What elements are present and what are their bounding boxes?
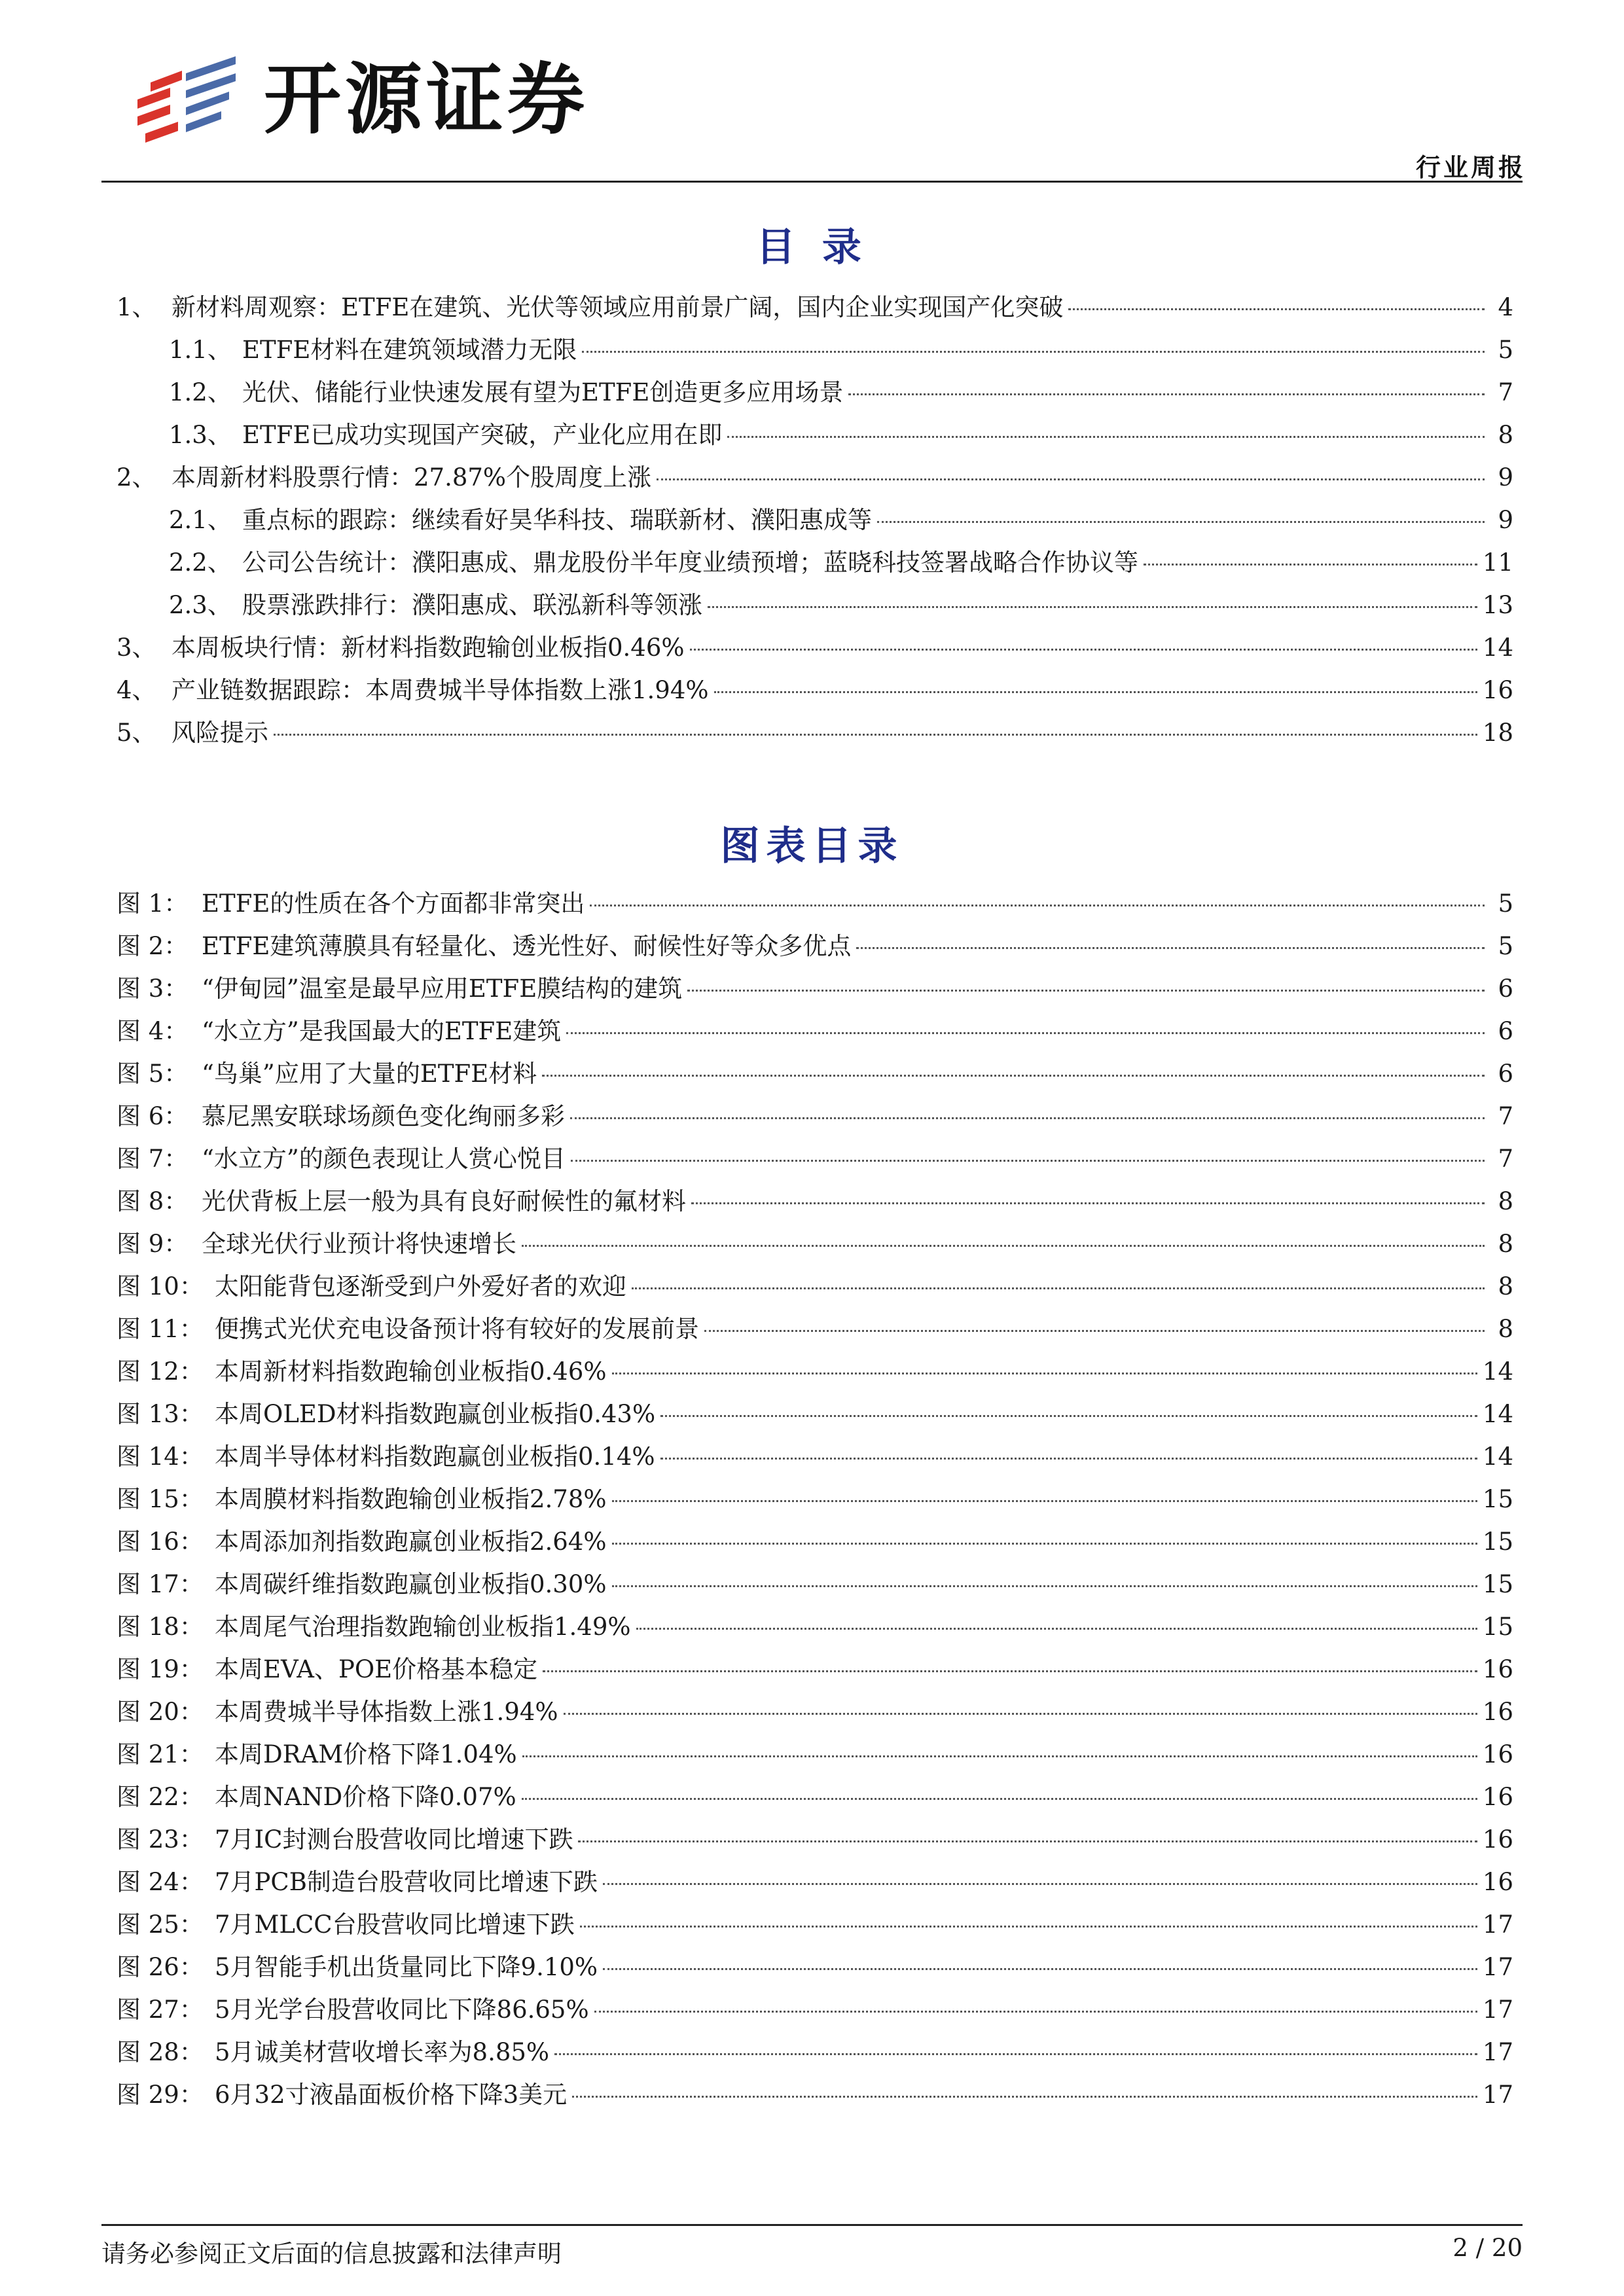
entry-title: ETFE建筑薄膜具有轻量化、透光性好、耐候性好等众多优点 [202, 932, 852, 960]
dot-leader [542, 1075, 1485, 1077]
entry-page-number: 14 [1482, 634, 1513, 662]
dot-leader [612, 1585, 1477, 1587]
figure-entry[interactable] [117, 1605, 1513, 1648]
entry-page-number: 16 [1482, 676, 1513, 704]
page-header [0, 0, 1624, 187]
toc-entry[interactable] [117, 626, 1513, 669]
dot-leader [580, 1926, 1477, 1928]
dot-leader [714, 691, 1477, 693]
dot-leader [657, 478, 1485, 480]
entry-number: 图 21： [117, 1740, 204, 1768]
entry-title: 产业链数据跟踪：本周费城半导体指数上涨1.94% [171, 676, 709, 704]
figure-entry[interactable] [117, 1435, 1513, 1478]
dot-leader [522, 1755, 1477, 1757]
entry-number: 图 11： [117, 1315, 204, 1343]
figure-entry[interactable] [117, 1223, 1513, 1265]
entry-number: 图 13： [117, 1400, 204, 1428]
entry-number: 图 25： [117, 1910, 204, 1939]
entry-page-number: 8 [1498, 1230, 1513, 1258]
dot-leader [848, 393, 1485, 395]
entry-number: 图 20： [117, 1698, 204, 1726]
dot-leader [612, 1500, 1477, 1502]
entry-page-number: 15 [1482, 1485, 1513, 1513]
entry-page-number: 16 [1482, 1783, 1513, 1811]
entry-number: 图 10： [117, 1272, 204, 1300]
entry-page-number: 11 [1482, 548, 1513, 577]
entry-page-number: 9 [1498, 463, 1513, 492]
header-divider [101, 181, 1523, 183]
toc-title: 目 录 [756, 224, 868, 270]
toc-entry[interactable] [117, 371, 1513, 414]
figure-entry[interactable] [117, 882, 1513, 925]
entry-page-number: 9 [1498, 506, 1513, 534]
dot-leader [274, 734, 1477, 736]
dot-leader [570, 1117, 1485, 1119]
figure-entry[interactable] [117, 925, 1513, 967]
dot-leader [632, 1287, 1485, 1289]
entry-page-number: 17 [1482, 1996, 1513, 2024]
entry-page-number: 16 [1482, 1868, 1513, 1896]
dot-leader [564, 1713, 1477, 1715]
entry-title: 股票涨跌排行：濮阳惠成、联泓新科等领涨 [242, 591, 702, 619]
entry-number: 图 3： [117, 975, 189, 1003]
dot-leader [704, 1330, 1485, 1332]
entry-page-number: 8 [1498, 421, 1513, 449]
dot-leader [877, 521, 1485, 523]
dot-leader [856, 947, 1485, 949]
dot-leader [543, 1670, 1477, 1672]
dot-leader [708, 606, 1477, 608]
figure-entry[interactable] [117, 1691, 1513, 1733]
entry-title: 慕尼黑安联球场颜色变化绚丽多彩 [202, 1102, 565, 1130]
toc-entry[interactable] [117, 499, 1513, 541]
entry-title: 本周EVA、POE价格基本稳定 [215, 1655, 538, 1683]
figure-entry[interactable] [117, 2073, 1513, 2116]
toc-entry[interactable] [117, 584, 1513, 626]
entry-number: 2.1、 [169, 506, 232, 534]
entry-page-number: 14 [1482, 1357, 1513, 1386]
entry-number: 图 2： [117, 932, 189, 960]
toc-entry[interactable] [117, 541, 1513, 584]
figure-list-title: 图表目录 [720, 823, 904, 869]
figure-entry[interactable] [117, 1095, 1513, 1138]
figure-entry[interactable] [117, 1350, 1513, 1393]
entry-title: 光伏背板上层一般为具有良好耐候性的氟材料 [202, 1187, 686, 1215]
entry-title: “水立方”的颜色表现让人赏心悦目 [202, 1145, 566, 1173]
entry-page-number: 7 [1498, 378, 1513, 406]
figure-entry[interactable] [117, 1776, 1513, 1818]
entry-page-number: 15 [1482, 1528, 1513, 1556]
entry-title: 便携式光伏充电设备预计将有较好的发展前景 [215, 1315, 699, 1343]
entry-number: 图 15： [117, 1485, 204, 1513]
entry-title: 本周半导体材料指数跑赢创业板指0.14% [215, 1443, 655, 1471]
entry-title: “水立方”是我国最大的ETFE建筑 [202, 1017, 562, 1045]
dot-leader [636, 1628, 1477, 1630]
entry-number: 3、 [117, 634, 156, 662]
figure-entry[interactable] [117, 1903, 1513, 1946]
dot-leader [660, 1458, 1477, 1460]
figure-entry[interactable] [117, 1946, 1513, 1988]
figure-entry[interactable] [117, 1052, 1513, 1095]
dot-leader [690, 649, 1477, 651]
entry-page-number: 14 [1482, 1443, 1513, 1471]
entry-title: 本周新材料指数跑输创业板指0.46% [215, 1357, 607, 1386]
entry-number: 图 5： [117, 1060, 189, 1088]
footer-divider [101, 2224, 1523, 2226]
entry-title: 全球光伏行业预计将快速增长 [202, 1230, 516, 1258]
entry-title: 新材料周观察：ETFE在建筑、光伏等领域应用前景广阔，国内企业实现国产化突破 [171, 293, 1064, 321]
entry-number: 1、 [117, 293, 156, 321]
dot-leader [691, 1202, 1485, 1204]
figure-entry[interactable] [117, 1520, 1513, 1563]
entry-page-number: 5 [1498, 932, 1513, 960]
dot-leader [603, 1968, 1477, 1970]
entry-page-number: 15 [1482, 1613, 1513, 1641]
entry-title: 本周尾气治理指数跑输创业板指1.49% [215, 1613, 631, 1641]
entry-title: 6月32寸液晶面板价格下降3美元 [215, 2081, 568, 2109]
entry-number: 2.2、 [169, 548, 232, 577]
disclaimer-note: 请务必参阅正文后面的信息披露和法律声明 [101, 2240, 562, 2268]
figure-entry[interactable] [117, 1648, 1513, 1691]
entry-title: ETFE已成功实现国产突破，产业化应用在即 [242, 421, 723, 449]
table-of-contents [117, 286, 1513, 754]
figure-list [117, 882, 1513, 2116]
dot-leader [571, 1160, 1485, 1162]
report-type-label: 行业周报 [1415, 153, 1526, 182]
entry-page-number: 17 [1482, 1953, 1513, 1981]
dot-leader [612, 1372, 1477, 1374]
figure-entry[interactable] [117, 1563, 1513, 1605]
figure-entry[interactable] [117, 1478, 1513, 1520]
entry-title: 重点标的跟踪：继续看好昊华科技、瑞联新材、濮阳惠成等 [242, 506, 872, 534]
page-indicator: 2 / 20 [1453, 2234, 1523, 2262]
entry-number: 图 22： [117, 1783, 204, 1811]
dot-leader [522, 1245, 1485, 1247]
entry-number: 5、 [117, 719, 156, 747]
dot-leader [687, 990, 1485, 992]
entry-page-number: 6 [1498, 975, 1513, 1003]
dot-leader [566, 1032, 1485, 1034]
dot-leader [727, 436, 1485, 438]
toc-entry[interactable] [117, 456, 1513, 499]
entry-number: 图 14： [117, 1443, 204, 1471]
brand-logo [131, 54, 588, 145]
entry-number: 图 18： [117, 1613, 204, 1641]
dot-leader [603, 1883, 1477, 1885]
entry-title: 本周膜材料指数跑输创业板指2.78% [215, 1485, 607, 1513]
dot-leader [554, 2053, 1477, 2055]
entry-number: 1.1、 [169, 336, 232, 364]
entry-title: 5月光学台股营收同比下降86.65% [215, 1996, 589, 2024]
entry-title: 本周碳纤维指数跑赢创业板指0.30% [215, 1570, 607, 1598]
figure-entry[interactable] [117, 1010, 1513, 1052]
entry-number: 图 4： [117, 1017, 189, 1045]
entry-page-number: 13 [1482, 591, 1513, 619]
entry-title: 5月智能手机出货量同比下降9.10% [215, 1953, 598, 1981]
entry-title: 7月PCB制造台股营收同比增速下跌 [215, 1868, 598, 1896]
entry-number: 图 23： [117, 1825, 204, 1854]
entry-number: 图 17： [117, 1570, 204, 1598]
entry-title: 公司公告统计：濮阳惠成、鼎龙股份半年度业绩预增；蓝晓科技签署战略合作协议等 [242, 548, 1138, 577]
entry-page-number: 8 [1498, 1272, 1513, 1300]
entry-page-number: 16 [1482, 1825, 1513, 1854]
toc-entry[interactable] [117, 711, 1513, 754]
entry-title: 本周板块行情：新材料指数跑输创业板指0.46% [171, 634, 685, 662]
entry-title: “伊甸园”温室是最早应用ETFE膜结构的建筑 [202, 975, 683, 1003]
entry-page-number: 5 [1498, 336, 1513, 364]
entry-page-number: 7 [1498, 1102, 1513, 1130]
entry-page-number: 6 [1498, 1017, 1513, 1045]
figure-entry[interactable] [117, 1393, 1513, 1435]
entry-number: 1.3、 [169, 421, 232, 449]
entry-title: 7月MLCC台股营收同比增速下跌 [215, 1910, 575, 1939]
entry-title: 风险提示 [171, 719, 268, 747]
figure-entry[interactable] [117, 1308, 1513, 1350]
entry-number: 图 16： [117, 1528, 204, 1556]
toc-entry[interactable] [117, 669, 1513, 711]
entry-page-number: 8 [1498, 1187, 1513, 1215]
dot-leader [572, 2096, 1477, 2098]
dot-leader [590, 905, 1485, 906]
entry-number: 图 9： [117, 1230, 189, 1258]
entry-title: 本周新材料股票行情：27.87%个股周度上涨 [171, 463, 652, 492]
entry-number: 图 28： [117, 2038, 204, 2066]
entry-title: 光伏、储能行业快速发展有望为ETFE创造更多应用场景 [242, 378, 844, 406]
entry-number: 2.3、 [169, 591, 232, 619]
entry-title: 太阳能背包逐渐受到户外爱好者的欢迎 [215, 1272, 626, 1300]
entry-page-number: 17 [1482, 2081, 1513, 2109]
entry-number: 图 29： [117, 2081, 204, 2109]
figure-entry[interactable] [117, 2031, 1513, 2073]
figure-entry[interactable] [117, 967, 1513, 1010]
figure-entry[interactable] [117, 1265, 1513, 1308]
entry-page-number: 14 [1482, 1400, 1513, 1428]
figure-entry[interactable] [117, 1138, 1513, 1180]
figure-entry[interactable] [117, 1988, 1513, 2031]
entry-number: 4、 [117, 676, 156, 704]
figure-entry[interactable] [117, 1180, 1513, 1223]
entry-number: 图 12： [117, 1357, 204, 1386]
entry-page-number: 8 [1498, 1315, 1513, 1343]
entry-page-number: 17 [1482, 1910, 1513, 1939]
entry-number: 图 27： [117, 1996, 204, 2024]
entry-title: 本周NAND价格下降0.07% [215, 1783, 516, 1811]
entry-title: 本周OLED材料指数跑赢创业板指0.43% [215, 1400, 656, 1428]
figure-entry[interactable] [117, 1861, 1513, 1903]
entry-title: 本周添加剂指数跑赢创业板指2.64% [215, 1528, 607, 1556]
toc-entry[interactable] [117, 286, 1513, 329]
entry-number: 图 7： [117, 1145, 189, 1173]
entry-page-number: 15 [1482, 1570, 1513, 1598]
entry-number: 图 8： [117, 1187, 189, 1215]
entry-title: 本周费城半导体指数上涨1.94% [215, 1698, 558, 1726]
entry-title: 本周DRAM价格下降1.04% [215, 1740, 517, 1768]
figure-entry[interactable] [117, 1818, 1513, 1861]
dot-leader [582, 351, 1485, 353]
brand-name: 开源证券 [264, 54, 589, 145]
entry-title: 5月诚美材营收增长率为8.85% [215, 2038, 550, 2066]
entry-page-number: 16 [1482, 1655, 1513, 1683]
entry-page-number: 4 [1498, 293, 1513, 321]
entry-number: 1.2、 [169, 378, 232, 406]
entry-number: 图 19： [117, 1655, 204, 1683]
entry-title: ETFE材料在建筑领域潜力无限 [242, 336, 577, 364]
dot-leader [1068, 308, 1485, 310]
dot-leader [660, 1415, 1477, 1417]
entry-page-number: 18 [1482, 719, 1513, 747]
dot-leader [578, 1840, 1477, 1842]
entry-number: 图 24： [117, 1868, 204, 1896]
toc-entry[interactable] [117, 329, 1513, 371]
entry-title: ETFE的性质在各个方面都非常突出 [202, 889, 585, 918]
dot-leader [594, 2011, 1477, 2013]
entry-page-number: 6 [1498, 1060, 1513, 1088]
entry-number: 图 1： [117, 889, 189, 918]
entry-number: 2、 [117, 463, 156, 492]
brand-logo-icon [131, 54, 245, 145]
entry-title: “鸟巢”应用了大量的ETFE材料 [202, 1060, 537, 1088]
entry-number: 图 26： [117, 1953, 204, 1981]
entry-page-number: 7 [1498, 1145, 1513, 1173]
toc-entry[interactable] [117, 414, 1513, 456]
entry-page-number: 5 [1498, 889, 1513, 918]
dot-leader [522, 1798, 1477, 1800]
dot-leader [612, 1543, 1477, 1545]
dot-leader [1144, 564, 1477, 565]
entry-number: 图 6： [117, 1102, 189, 1130]
entry-page-number: 17 [1482, 2038, 1513, 2066]
entry-title: 7月IC封测台股营收同比增速下跌 [215, 1825, 573, 1854]
figure-entry[interactable] [117, 1733, 1513, 1776]
entry-page-number: 16 [1482, 1740, 1513, 1768]
entry-page-number: 16 [1482, 1698, 1513, 1726]
